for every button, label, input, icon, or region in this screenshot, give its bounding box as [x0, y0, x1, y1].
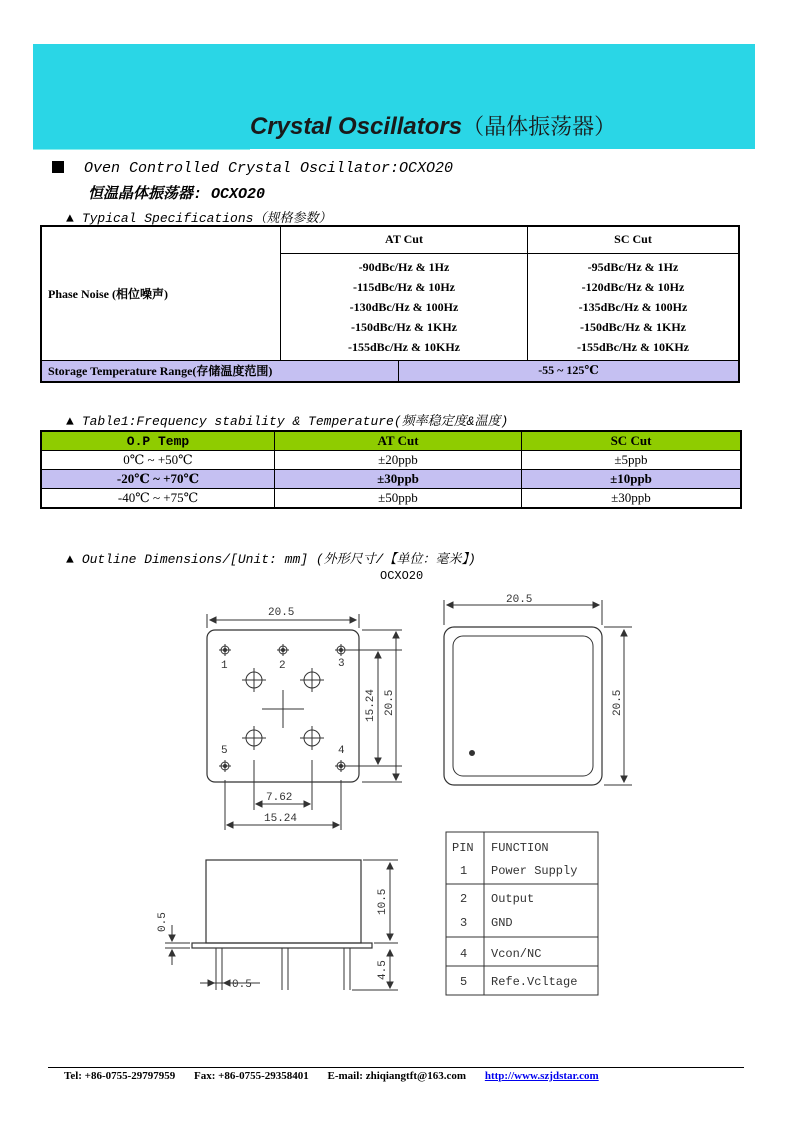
dim-height-b: 20.5	[384, 689, 396, 716]
triangle-bullet-icon: ▲	[66, 211, 74, 226]
row3-temp: -40℃ ~ +75℃	[41, 489, 275, 509]
pin-row-5-func: Refe.Vcltage	[491, 975, 578, 989]
storage-value: -55 ~ 125℃	[399, 361, 740, 382]
sc-pn-1: -95dBc/Hz & 1Hz	[587, 259, 679, 274]
pin-row-3-func: GND	[491, 916, 513, 930]
specs-title-text: Typical Specifications（规格参数）	[81, 211, 332, 226]
page-title-zh: （晶体振荡器）	[462, 114, 617, 139]
dim-side-base: 0.5	[157, 912, 169, 932]
row1-at: ±20ppb	[275, 451, 522, 470]
footer-email: E-mail: zhiqiangtft@163.com	[327, 1070, 467, 1082]
footer-tel: Tel: +86-0755-29797959	[64, 1070, 176, 1082]
product-heading-text: Oven Controlled Crystal Oscillator:OCXO20	[84, 160, 454, 177]
pin-row-1-num: 1	[460, 864, 468, 878]
dim-pin-spacing-b: 15.24	[264, 813, 298, 825]
header-op-temp: O.P Temp	[41, 431, 275, 451]
pin-table-header-function: FUNCTION	[491, 841, 549, 855]
phase-noise-label: Phase Noise (相位噪声)	[41, 226, 281, 361]
sc-pn-2: -120dBc/Hz & 10Hz	[581, 279, 685, 294]
side-view-body	[206, 860, 361, 943]
row3-sc: ±30ppb	[522, 489, 742, 509]
dim-height-right: 20.5	[612, 689, 624, 716]
at-pn-5: -155dBc/Hz & 10KHz	[348, 339, 460, 354]
dim-pin-spacing-a: 7.62	[266, 792, 293, 804]
pin-row-2-func: Output	[491, 892, 535, 906]
pin-table-header-pin: PIN	[452, 841, 474, 855]
footer-contact	[64, 1070, 599, 1082]
dim-side-pin: 4.5	[377, 960, 389, 980]
pin-row-4-num: 4	[460, 947, 468, 961]
dim-width-top: 20.5	[268, 607, 295, 619]
header-at-cut: AT Cut	[275, 431, 522, 451]
dim-side-dia: 0.5	[232, 979, 252, 991]
pin-row-2-num: 2	[460, 892, 468, 906]
col-at-cut: AT Cut	[281, 226, 528, 253]
row1-temp: 0℃ ~ +50℃	[41, 451, 275, 470]
pin-row-3-num: 3	[460, 916, 468, 930]
footer-fax: Fax: +86-0755-29358401	[194, 1070, 309, 1082]
row2-at: ±30ppb	[275, 470, 522, 489]
at-pn-1: -90dBc/Hz & 1Hz	[358, 259, 450, 274]
dim-width-right: 20.5	[506, 594, 533, 606]
pin-row-1-func: Power Supply	[491, 864, 578, 878]
freq-table-title-text: Table1:Frequency stability & Temperature(频率稳定度&温度)	[81, 414, 509, 429]
dim-side-height: 10.5	[377, 888, 389, 915]
triangle-bullet-icon: ▲	[66, 414, 74, 429]
sc-pn-5: -155dBc/Hz & 10KHz	[577, 339, 689, 354]
pin-label-3: 3	[338, 658, 345, 670]
pin-label-5: 5	[221, 745, 228, 757]
col-sc-cut: SC Cut	[528, 226, 740, 253]
page-title-en: Crystal Oscillators	[250, 113, 463, 140]
pin-row-5-num: 5	[460, 975, 468, 989]
pin-label-4: 4	[338, 745, 345, 757]
pin-function-table	[446, 832, 598, 995]
storage-label: Storage Temperature Range(存储温度范围)	[41, 361, 399, 382]
pin-label-2: 2	[279, 660, 286, 672]
footer-divider	[48, 1067, 744, 1068]
sc-pn-3: -135dBc/Hz & 100Hz	[578, 299, 688, 314]
right-view-body	[444, 627, 602, 785]
dim-height-a: 15.24	[365, 688, 377, 722]
pin-label-1: 1	[221, 660, 228, 672]
footer-website-link[interactable]: http://www.szjdstar.com	[484, 1070, 599, 1082]
triangle-bullet-icon: ▲	[66, 552, 74, 567]
product-heading-zh: 恒温晶体振荡器: OCXO20	[88, 186, 266, 203]
outline-title-text: Outline Dimensions/[Unit: mm] (外形尺寸/【单位：毫米】)	[81, 552, 476, 567]
pin-row-4-func: Vcon/NC	[491, 947, 542, 961]
sc-pn-4: -150dBc/Hz & 1KHz	[580, 319, 686, 334]
header-sc-cut: SC Cut	[522, 431, 742, 451]
at-pn-3: -130dBc/Hz & 100Hz	[349, 299, 459, 314]
row2-temp: -20℃ ~ +70℃	[41, 470, 275, 489]
outline-model: OCXO20	[380, 569, 424, 583]
at-pn-2: -115dBc/Hz & 10Hz	[353, 279, 455, 294]
row3-at: ±50ppb	[275, 489, 522, 509]
row2-sc: ±10ppb	[522, 470, 742, 489]
row1-sc: ±5ppb	[522, 451, 742, 470]
at-pn-4: -150dBc/Hz & 1KHz	[351, 319, 457, 334]
